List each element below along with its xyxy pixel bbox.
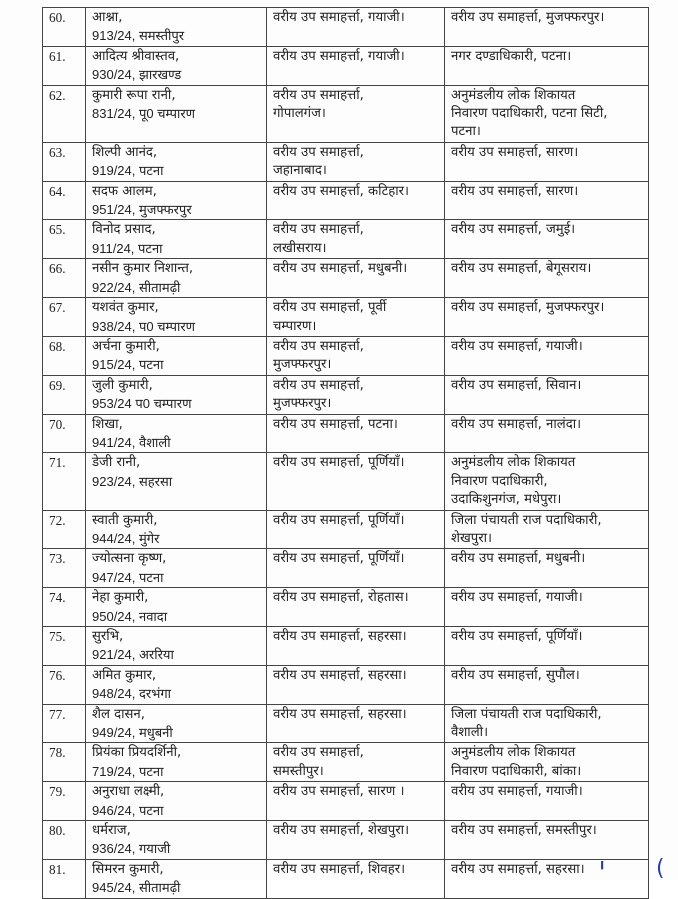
officer-cell [86, 220, 267, 259]
officer-name: आदित्य श्रीवास्तव, [92, 48, 180, 64]
officer-name: अर्चना कुमारी, [92, 338, 160, 354]
current-posting-text: चम्पारण। [273, 318, 317, 334]
officer-name: शिल्पी आनंद, [92, 144, 158, 160]
officer-cell [86, 821, 267, 860]
new-posting-text: पटना। [451, 124, 481, 140]
transfer-posting-table [42, 7, 649, 899]
new-posting-cell [445, 859, 649, 898]
new-posting-text: वरीय उप समाहर्त्ता, सारण। [451, 144, 579, 160]
current-posting-text: वरीय उप समाहर्त्ता, सहरसा। [273, 706, 407, 722]
batch-code-home-district: 946/24, पटना [92, 802, 164, 818]
current-posting-text: जहानाबाद। [273, 163, 327, 179]
officer-name: अनुराधा लक्ष्मी, [92, 784, 165, 800]
table-row [43, 549, 649, 588]
officer-cell [86, 298, 267, 337]
current-posting-cell [267, 414, 445, 453]
batch-code-home-district: 948/24, दरभंगा [92, 686, 172, 702]
new-posting-text: वरीय उप समाहर्त्ता, गयाजी। [451, 784, 583, 800]
batch-code-home-district: 913/24, समस्तीपुर [92, 28, 185, 44]
table-row [43, 782, 649, 821]
table-row [43, 510, 649, 549]
table-row [43, 665, 649, 704]
current-posting-text: समस्तीपुर। [273, 763, 324, 779]
table-row [43, 859, 649, 898]
new-posting-text: वरीय उप समाहर्त्ता, मुजफ्फरपुर। [451, 300, 605, 316]
officer-cell [86, 704, 267, 743]
serial-number: 63. [43, 142, 86, 181]
batch-code-home-district: 951/24, मुजफ्फरपुर [92, 202, 192, 218]
batch-code-home-district: 953/24 प0 चम्पारण [92, 396, 192, 412]
new-posting-cell [445, 549, 649, 588]
current-posting-text: वरीय उप समाहर्त्ता, गयाजी। [273, 48, 405, 64]
officer-name: ज्योत्सना कृष्ण, [92, 551, 167, 567]
new-posting-cell [445, 46, 649, 85]
officer-cell [86, 627, 267, 666]
current-posting-cell [267, 8, 445, 47]
current-posting-text: वरीय उप समाहर्त्ता, पूर्णियाँ। [273, 512, 405, 528]
current-posting-cell [267, 142, 445, 181]
table-row [43, 298, 649, 337]
new-posting-text: वरीय उप समाहर्त्ता, मुजफ्फरपुर। [451, 10, 605, 25]
new-posting-text: शेखपुरा। [451, 530, 493, 546]
serial-number: 77. [43, 704, 86, 743]
new-posting-text: अनुमंडलीय लोक शिकायत [451, 455, 576, 471]
new-posting-text: वरीय उप समाहर्त्ता, बेगूसराय। [451, 261, 592, 277]
officer-name: डेजी रानी, [92, 455, 141, 471]
current-posting-text: लखीसराय। [273, 240, 327, 256]
current-posting-text: वरीय उप समाहर्त्ता, रोहतास। [273, 590, 409, 606]
current-posting-text: वरीय उप समाहर्त्ता, [273, 338, 364, 354]
new-posting-text: वैशाली। [451, 725, 489, 741]
officer-cell [86, 46, 267, 85]
batch-code-home-district: 941/24, वैशाली [92, 434, 171, 450]
batch-code-home-district: 719/24, पटना [92, 763, 164, 779]
current-posting-cell [267, 510, 445, 549]
new-posting-cell [445, 510, 649, 549]
table-row [43, 588, 649, 627]
new-posting-cell [445, 336, 649, 375]
officer-cell [86, 782, 267, 821]
table-row [43, 142, 649, 181]
current-posting-text: वरीय उप समाहर्त्ता, [273, 222, 364, 238]
new-posting-text: नगर दण्डाधिकारी, पटना। [451, 48, 572, 64]
current-posting-text: वरीय उप समाहर्त्ता, सारण । [273, 784, 405, 800]
serial-number: 64. [43, 181, 86, 220]
officer-name: कुमारी रूपा रानी, [92, 87, 176, 103]
table-row [43, 336, 649, 375]
current-posting-cell [267, 46, 445, 85]
current-posting-text: वरीय उप समाहर्त्ता, पूर्णियाँ। [273, 455, 405, 471]
batch-code-home-district: 947/24, पटना [92, 569, 164, 585]
new-posting-text: अनुमंडलीय लोक शिकायत [451, 87, 576, 103]
officer-cell [86, 142, 267, 181]
table-row [43, 743, 649, 782]
current-posting-cell [267, 181, 445, 220]
serial-number: 75. [43, 627, 86, 666]
new-posting-cell [445, 588, 649, 627]
officer-cell [86, 510, 267, 549]
new-posting-cell [445, 821, 649, 860]
new-posting-text: अनुमंडलीय लोक शिकायत [451, 745, 576, 761]
new-posting-text: वरीय उप समाहर्त्ता, नालंदा। [451, 416, 582, 432]
current-posting-cell [267, 453, 445, 510]
officer-name: शिखा, [92, 416, 123, 432]
new-posting-text: वरीय उप समाहर्त्ता, सुपौल। [451, 667, 580, 683]
new-posting-text: वरीय उप समाहर्त्ता, समस्तीपुर। [451, 823, 597, 839]
new-posting-text: वरीय उप समाहर्त्ता, सारण। [451, 183, 579, 199]
new-posting-cell [445, 142, 649, 181]
batch-code-home-district: 930/24, झारखण्ड [92, 67, 182, 83]
current-posting-text: वरीय उप समाहर्त्ता, पूर्णियाँ। [273, 551, 405, 567]
current-posting-text: वरीय उप समाहर्त्ता, मधुबनी। [273, 261, 408, 277]
serial-number: 61. [43, 46, 86, 85]
officer-name: शैल दासन, [92, 706, 145, 722]
current-posting-text: वरीय उप समाहर्त्ता, [273, 87, 364, 103]
table-row [43, 46, 649, 85]
pen-mark: ( [656, 856, 665, 881]
officer-name: जुली कुमारी, [92, 377, 153, 393]
officer-name: आश्ना, [92, 10, 123, 25]
batch-code-home-district: 911/24, पटना [92, 240, 163, 256]
current-posting-cell [267, 704, 445, 743]
new-posting-text: वरीय उप समाहर्त्ता, गयाजी। [451, 338, 583, 354]
serial-number: 81. [43, 859, 86, 898]
new-posting-cell [445, 665, 649, 704]
officer-cell [86, 665, 267, 704]
table-row [43, 453, 649, 510]
new-posting-text: निवारण पदाधिकारी, [451, 473, 548, 489]
serial-number: 62. [43, 85, 86, 142]
new-posting-text: निवारण पदाधिकारी, पटना सिटी, [451, 106, 608, 122]
officer-cell [86, 743, 267, 782]
current-posting-cell [267, 336, 445, 375]
serial-number: 71. [43, 453, 86, 510]
serial-number: 73. [43, 549, 86, 588]
current-posting-text: वरीय उप समाहर्त्ता, सहरसा। [273, 667, 407, 683]
batch-code-home-district: 950/24, नवादा [92, 608, 168, 624]
current-posting-cell [267, 859, 445, 898]
current-posting-text: वरीय उप समाहर्त्ता, पूर्वी [273, 300, 387, 316]
officer-name: सुरभि, [92, 629, 124, 644]
current-posting-text: वरीय उप समाहर्त्ता, गयाजी। [273, 10, 405, 25]
current-posting-text: वरीय उप समाहर्त्ता, [273, 745, 364, 761]
batch-code-home-district: 949/24, मधुबनी [92, 725, 173, 741]
batch-code-home-district: 922/24, सीतामढ़ी [92, 279, 181, 295]
current-posting-cell [267, 259, 445, 298]
table-row [43, 627, 649, 666]
serial-number: 70. [43, 414, 86, 453]
serial-number: 67. [43, 298, 86, 337]
new-posting-cell [445, 259, 649, 298]
batch-code-home-district: 938/24, प0 चम्पारण [92, 318, 196, 334]
officer-name: नेहा कुमारी, [92, 590, 149, 606]
officer-cell [86, 8, 267, 47]
pen-mark: ╹ [598, 862, 607, 878]
batch-code-home-district: 919/24, पटना [92, 163, 164, 179]
officer-name: अमित कुमार, [92, 667, 157, 683]
new-posting-text: जिला पंचायती राज पदाधिकारी, [451, 512, 602, 528]
new-posting-cell [445, 782, 649, 821]
new-posting-cell [445, 220, 649, 259]
new-posting-text: वरीय उप समाहर्त्ता, गयाजी। [451, 590, 583, 606]
officer-name: सदफ आलम, [92, 183, 157, 199]
current-posting-cell [267, 627, 445, 666]
new-posting-text: उदाकिशुनगंज, मधेपुरा। [451, 492, 562, 508]
current-posting-text: गोपालगंज। [273, 106, 326, 122]
serial-number: 72. [43, 510, 86, 549]
current-posting-cell [267, 298, 445, 337]
officer-cell [86, 588, 267, 627]
serial-number: 74. [43, 588, 86, 627]
new-posting-text: वरीय उप समाहर्त्ता, मधुबनी। [451, 551, 586, 567]
new-posting-cell [445, 743, 649, 782]
serial-number: 79. [43, 782, 86, 821]
table-row [43, 8, 649, 47]
table-row [43, 181, 649, 220]
officer-name: स्वाती कुमारी, [92, 512, 158, 528]
new-posting-cell [445, 627, 649, 666]
officer-cell [86, 181, 267, 220]
current-posting-text: मुजफ्फरपुर। [273, 357, 332, 373]
batch-code-home-district: 921/24, अररिया [92, 647, 174, 663]
serial-number: 78. [43, 743, 86, 782]
serial-number: 76. [43, 665, 86, 704]
new-posting-cell [445, 414, 649, 453]
batch-code-home-district: 936/24, गयाजी [92, 841, 171, 857]
serial-number: 69. [43, 375, 86, 414]
table-row [43, 220, 649, 259]
new-posting-cell [445, 704, 649, 743]
current-posting-text: वरीय उप समाहर्त्ता, [273, 377, 364, 393]
current-posting-cell [267, 743, 445, 782]
current-posting-cell [267, 549, 445, 588]
batch-code-home-district: 923/24, सहरसा [92, 473, 173, 489]
serial-number: 66. [43, 259, 86, 298]
table-row [43, 259, 649, 298]
current-posting-text: वरीय उप समाहर्त्ता, शेखपुरा। [273, 823, 410, 839]
new-posting-text: वरीय उप समाहर्त्ता, सिवान। [451, 377, 582, 393]
serial-number: 60. [43, 8, 86, 47]
officer-cell [86, 549, 267, 588]
new-posting-cell [445, 181, 649, 220]
table-row [43, 704, 649, 743]
new-posting-cell [445, 453, 649, 510]
new-posting-text: निवारण पदाधिकारी, बांका। [451, 763, 582, 779]
new-posting-text: वरीय उप समाहर्त्ता, जमुई। [451, 222, 576, 238]
officer-name: विनोद प्रसाद, [92, 222, 156, 238]
officer-cell [86, 375, 267, 414]
current-posting-cell [267, 220, 445, 259]
current-posting-cell [267, 375, 445, 414]
officer-cell [86, 336, 267, 375]
officer-name: यशवंत कुमार, [92, 300, 159, 316]
officer-name: सिमरन कुमारी, [92, 861, 164, 877]
current-posting-text: मुजफ्फरपुर। [273, 396, 332, 412]
batch-code-home-district: 944/24, मुंगेर [92, 530, 160, 546]
officer-name: नसीन कुमार निशान्त, [92, 261, 194, 277]
serial-number: 68. [43, 336, 86, 375]
new-posting-text: जिला पंचायती राज पदाधिकारी, [451, 706, 602, 722]
officer-name: प्रियंका प्रियदर्शिनी, [92, 745, 182, 761]
officer-cell [86, 453, 267, 510]
current-posting-text: वरीय उप समाहर्त्ता, सहरसा। [273, 629, 407, 644]
current-posting-cell [267, 821, 445, 860]
table-row [43, 414, 649, 453]
serial-number: 65. [43, 220, 86, 259]
serial-number: 80. [43, 821, 86, 860]
officer-cell [86, 259, 267, 298]
new-posting-text: वरीय उप समाहर्त्ता, पूर्णियाँ। [451, 629, 583, 644]
current-posting-text: वरीय उप समाहर्त्ता, कटिहार। [273, 183, 410, 199]
table-row [43, 375, 649, 414]
current-posting-cell [267, 782, 445, 821]
current-posting-cell [267, 85, 445, 142]
table-body [43, 8, 649, 899]
batch-code-home-district: 945/24, सीतामढ़ी [92, 880, 181, 896]
new-posting-cell [445, 298, 649, 337]
new-posting-cell [445, 8, 649, 47]
current-posting-text: वरीय उप समाहर्त्ता, [273, 144, 364, 160]
current-posting-cell [267, 665, 445, 704]
current-posting-cell [267, 588, 445, 627]
officer-cell [86, 414, 267, 453]
officer-cell [86, 859, 267, 898]
batch-code-home-district: 831/24, पू0 चम्पारण [92, 106, 196, 122]
batch-code-home-district: 915/24, पटना [92, 357, 164, 373]
new-posting-cell [445, 85, 649, 142]
current-posting-text: वरीय उप समाहर्त्ता, पटना। [273, 416, 398, 432]
table-row [43, 85, 649, 142]
new-posting-text: वरीय उप समाहर्त्ता, सहरसा। [451, 861, 585, 877]
officer-name: धर्मराज, [92, 823, 131, 839]
officer-cell [86, 85, 267, 142]
new-posting-cell [445, 375, 649, 414]
current-posting-text: वरीय उप समाहर्त्ता, शिवहर। [273, 861, 406, 877]
table-row [43, 821, 649, 860]
